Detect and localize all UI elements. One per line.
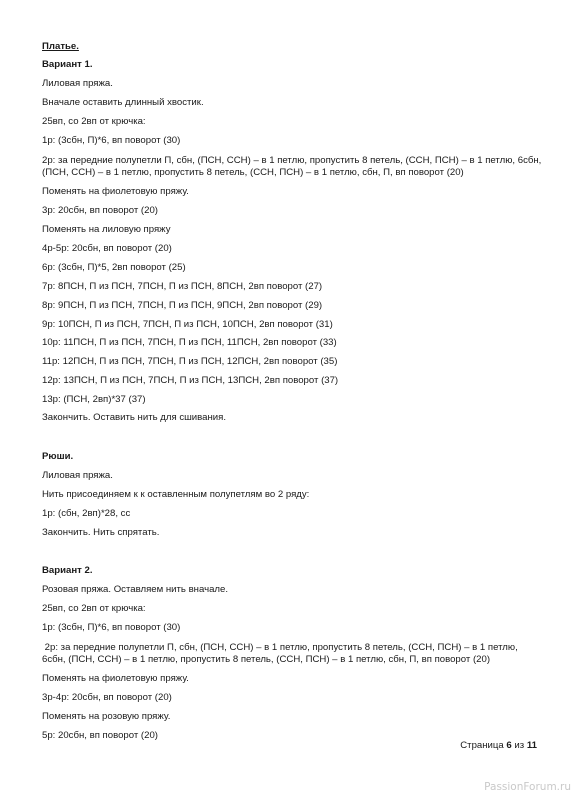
text-line: Лиловая пряжа. (42, 470, 113, 481)
page-number-prefix: Страница (460, 740, 507, 751)
row-instruction: 9р: 10ПСН, П из ПСН, 7ПСН, П из ПСН, 10ПСН, 2вп поворот (31) (42, 319, 333, 330)
text-line: Закончить. Нить спрятать. (42, 527, 160, 538)
text-line: Поменять на фиолетовую пряжу. (42, 673, 189, 684)
variant-2-heading: Вариант 2. (42, 565, 93, 576)
ruffles-heading: Рюши. (42, 451, 74, 462)
text-line: Розовая пряжа. Оставляем нить вначале. (42, 584, 229, 595)
page-number-current: 6 (506, 740, 512, 751)
text-line: Поменять на лиловую пряжу (42, 224, 171, 235)
row-instruction: 1р: (сбн, 2вп)*28, сс (42, 508, 131, 519)
row-instruction: 10р: 11ПСН, П из ПСН, 7ПСН, П из ПСН, 11ПСН, 2вп поворот (33) (42, 337, 337, 348)
row-instruction: 6р: (3сбн, П)*5, 2вп поворот (25) (42, 262, 186, 273)
text-line: Лиловая пряжа. (42, 78, 113, 89)
page-number-total: 11 (526, 740, 537, 751)
row-instruction: 7р: 8ПСН, П из ПСН, 7ПСН, П из ПСН, 8ПСН, 2вп поворот (27) (42, 281, 323, 292)
dress-heading: Платье. (42, 41, 79, 52)
row-instruction: 2р: за передние полупетли П, сбн, (ПСН, ССН) – в 1 петлю, пропустить 8 петель, (ССН, ПСН) – в 1 петлю, 6сбн, (42, 155, 542, 166)
watermark: PassionForum.ru (484, 781, 571, 793)
text-line: Вначале оставить длинный хвостик. (42, 97, 204, 108)
text-line: Закончить. Оставить нить для сшивания. (42, 412, 227, 423)
row-instruction: (ПСН, ССН) – в 1 петлю, пропустить 8 петель, (ССН, ПСН) – в 1 петлю, сбн, П, вп поворот (20) (42, 167, 464, 178)
row-instruction: 3р-4р: 20сбн, вп поворот (20) (42, 692, 172, 703)
page-number-middle: из (511, 740, 527, 751)
row-instruction: 2р: за передние полупетли П, сбн, (ПСН, ССН) – в 1 петлю, пропустить 8 петель, (ССН, ПСН) – в 1 петлю, (42, 642, 518, 653)
row-instruction: 5р: 20сбн, вп поворот (20) (42, 730, 158, 741)
page-number (460, 740, 537, 751)
text-line: Поменять на фиолетовую пряжу. (42, 186, 189, 197)
row-instruction: 3р: 20сбн, вп поворот (20) (42, 205, 158, 216)
row-instruction: 11р: 12ПСН, П из ПСН, 7ПСН, П из ПСН, 12ПСН, 2вп поворот (35) (42, 356, 338, 367)
text-line: 25вп, со 2вп от крючка: (42, 603, 146, 614)
row-instruction: 12р: 13ПСН, П из ПСН, 7ПСН, П из ПСН, 13ПСН, 2вп поворот (37) (42, 375, 339, 386)
row-instruction: 1р: (3сбн, П)*6, вп поворот (30) (42, 622, 181, 633)
row-instruction: 4р-5р: 20сбн, вп поворот (20) (42, 243, 172, 254)
row-instruction: 8р: 9ПСН, П из ПСН, 7ПСН, П из ПСН, 9ПСН, 2вп поворот (29) (42, 300, 323, 311)
text-line: 25вп, со 2вп от крючка: (42, 116, 146, 127)
text-line: Нить присоединяем к к оставленным полупетлям во 2 ряду: (42, 489, 310, 500)
variant-1-heading: Вариант 1. (42, 59, 93, 70)
row-instruction: 6сбн, (ПСН, ССН) – в 1 петлю, пропустить 8 петель, (ССН, ПСН) – в 1 петлю, сбн, П, вп поворот (20) (42, 654, 491, 665)
row-instruction: 13р: (ПСН, 2вп)*37 (37) (42, 394, 146, 405)
text-line: Поменять на розовую пряжу. (42, 711, 171, 722)
row-instruction: 1р: (3сбн, П)*6, вп поворот (30) (42, 135, 181, 146)
